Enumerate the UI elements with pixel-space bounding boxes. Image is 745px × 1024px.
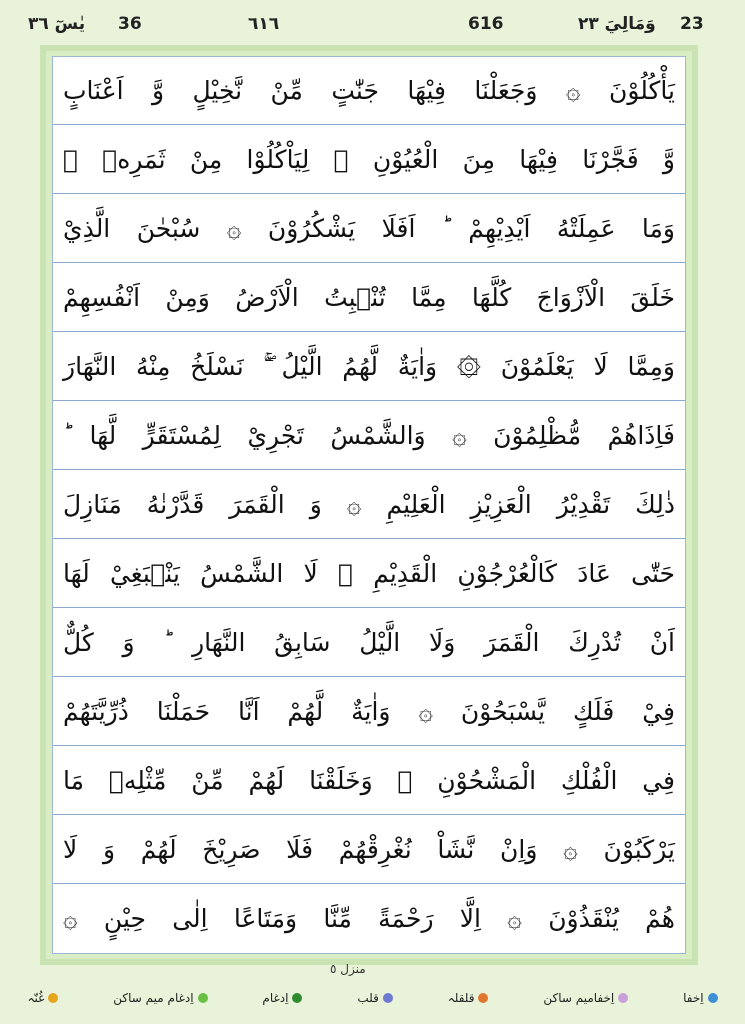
verse-line-4: خَلَقَ الْاَزْوَاجَ كُلَّهَا مِمَّا تُنْۢبِتُ الْاَرْضُ وَمِنْ اَنْفُسِهِمْ: [53, 264, 685, 332]
page-number-arabic: ٦١٦: [248, 14, 280, 34]
para-number: 23: [680, 14, 704, 34]
legend-label: قلقلہ: [447, 991, 475, 1005]
tajweed-legend: [0, 986, 745, 1010]
verse-line-9: اَنْ تُدْرِكَ الْقَمَرَ وَلَا الَّيْلُ سَابِقُ النَّهَارِ ؕ وَ كُلٌّ: [53, 609, 685, 677]
page-header: [0, 0, 745, 42]
verse-line-13: هُمْ يُنْقَذُوْنَ ۞ اِلَّا رَحْمَةً مِّنَّا وَمَتَاعًا اِلٰى حِيْنٍ ۞: [63, 904, 675, 933]
legend-item-ghunna: [28, 991, 59, 1005]
page-number: 616: [468, 14, 504, 34]
verse-line-3: وَمَا عَمِلَتْهُ اَيْدِيْهِمْ ؕ اَفَلَا يَشْكُرُوْنَ ۞ سُبْحٰنَ الَّذِيْ: [53, 195, 685, 263]
surah-name-label: يٰسٓ ٣٦: [28, 14, 86, 34]
legend-dot-icon: [292, 993, 302, 1003]
legend-item-qalb: [357, 991, 393, 1005]
manzil-label: منزل ٥: [330, 962, 366, 976]
legend-label: اِخفامیم ساکن: [543, 991, 615, 1005]
verse-line-5: وَمِمَّا لَا يَعْلَمُوْنَ ۞ وَاٰيَةٌ لَّهُمُ الَّيْلُ ۖۚ نَسْلَخُ مِنْهُ النَّهَارَ: [53, 333, 685, 401]
legend-dot-icon: [48, 993, 58, 1003]
legend-item-ikhfa-meem-sakin: [543, 991, 628, 1005]
verse-line-8: حَتّٰى عَادَ كَالْعُرْجُوْنِ الْقَدِيْمِ ۞ لَا الشَّمْسُ يَنْۢبَغِيْ لَهَا: [53, 540, 685, 608]
legend-dot-icon: [618, 993, 628, 1003]
surah-number: 36: [118, 14, 142, 34]
legend-item-idgham: [262, 991, 302, 1005]
legend-label: قلب: [357, 991, 379, 1005]
verse-line-6: فَاِذَاهُمْ مُّظْلِمُوْنَ ۞ وَالشَّمْسُ تَجْرِيْ لِمُسْتَقَرٍّ لَّهَا ؕ: [53, 402, 685, 470]
para-name-label: وَمَالِيَ ٢٣: [578, 14, 656, 34]
quran-page: [52, 56, 686, 954]
verse-line-7: ذٰلِكَ تَقْدِيْرُ الْعَزِيْزِ الْعَلِيْمِ ۞ وَ الْقَمَرَ قَدَّرْنٰهُ مَنَازِلَ: [53, 471, 685, 539]
verse-line-2: وَّ فَجَّرْنَا فِيْهَا مِنَ الْعُيُوْنِ ۞ لِيَاْكُلُوْا مِنْ ثَمَرِهٖ ۙ: [53, 126, 685, 194]
verse-line-1: يَأْكُلُوْنَ ۞ وَجَعَلْنَا فِيْهَا جَنّٰتٍ مِّنْ نَّخِيْلٍ وَّ اَعْنَابٍ: [53, 57, 685, 125]
legend-label: اِخفا: [683, 991, 704, 1005]
legend-dot-icon: [383, 993, 393, 1003]
verse-line-12: يَرْكَبُوْنَ ۞ وَاِنْ نَّشَاْ نُغْرِقْهُمْ فَلَا صَرِيْخَ لَهُمْ وَ لَا: [53, 816, 685, 884]
legend-dot-icon: [198, 993, 208, 1003]
legend-item-idgham-meem-sakin: [113, 991, 207, 1005]
legend-dot-icon: [478, 993, 488, 1003]
legend-dot-icon: [708, 993, 718, 1003]
legend-label: غُنّہ: [27, 991, 45, 1005]
legend-item-ikhfa: [683, 991, 717, 1005]
legend-label: اِدغام میم ساکن: [113, 991, 194, 1005]
legend-label: اِدغام: [262, 991, 289, 1005]
verse-line-10: فِيْ فَلَكٍ يَّسْبَحُوْنَ ۞ وَاٰيَةٌ لَّهُمْ اَنَّا حَمَلْنَا ذُرِّيَّتَهُمْ: [53, 678, 685, 746]
legend-item-qalqala: [448, 991, 489, 1005]
verse-line-11: فِي الْفُلْكِ الْمَشْحُوْنِ ۞ وَخَلَقْنَا لَهُمْ مِّنْ مِّثْلِهٖ مَا: [53, 747, 685, 815]
